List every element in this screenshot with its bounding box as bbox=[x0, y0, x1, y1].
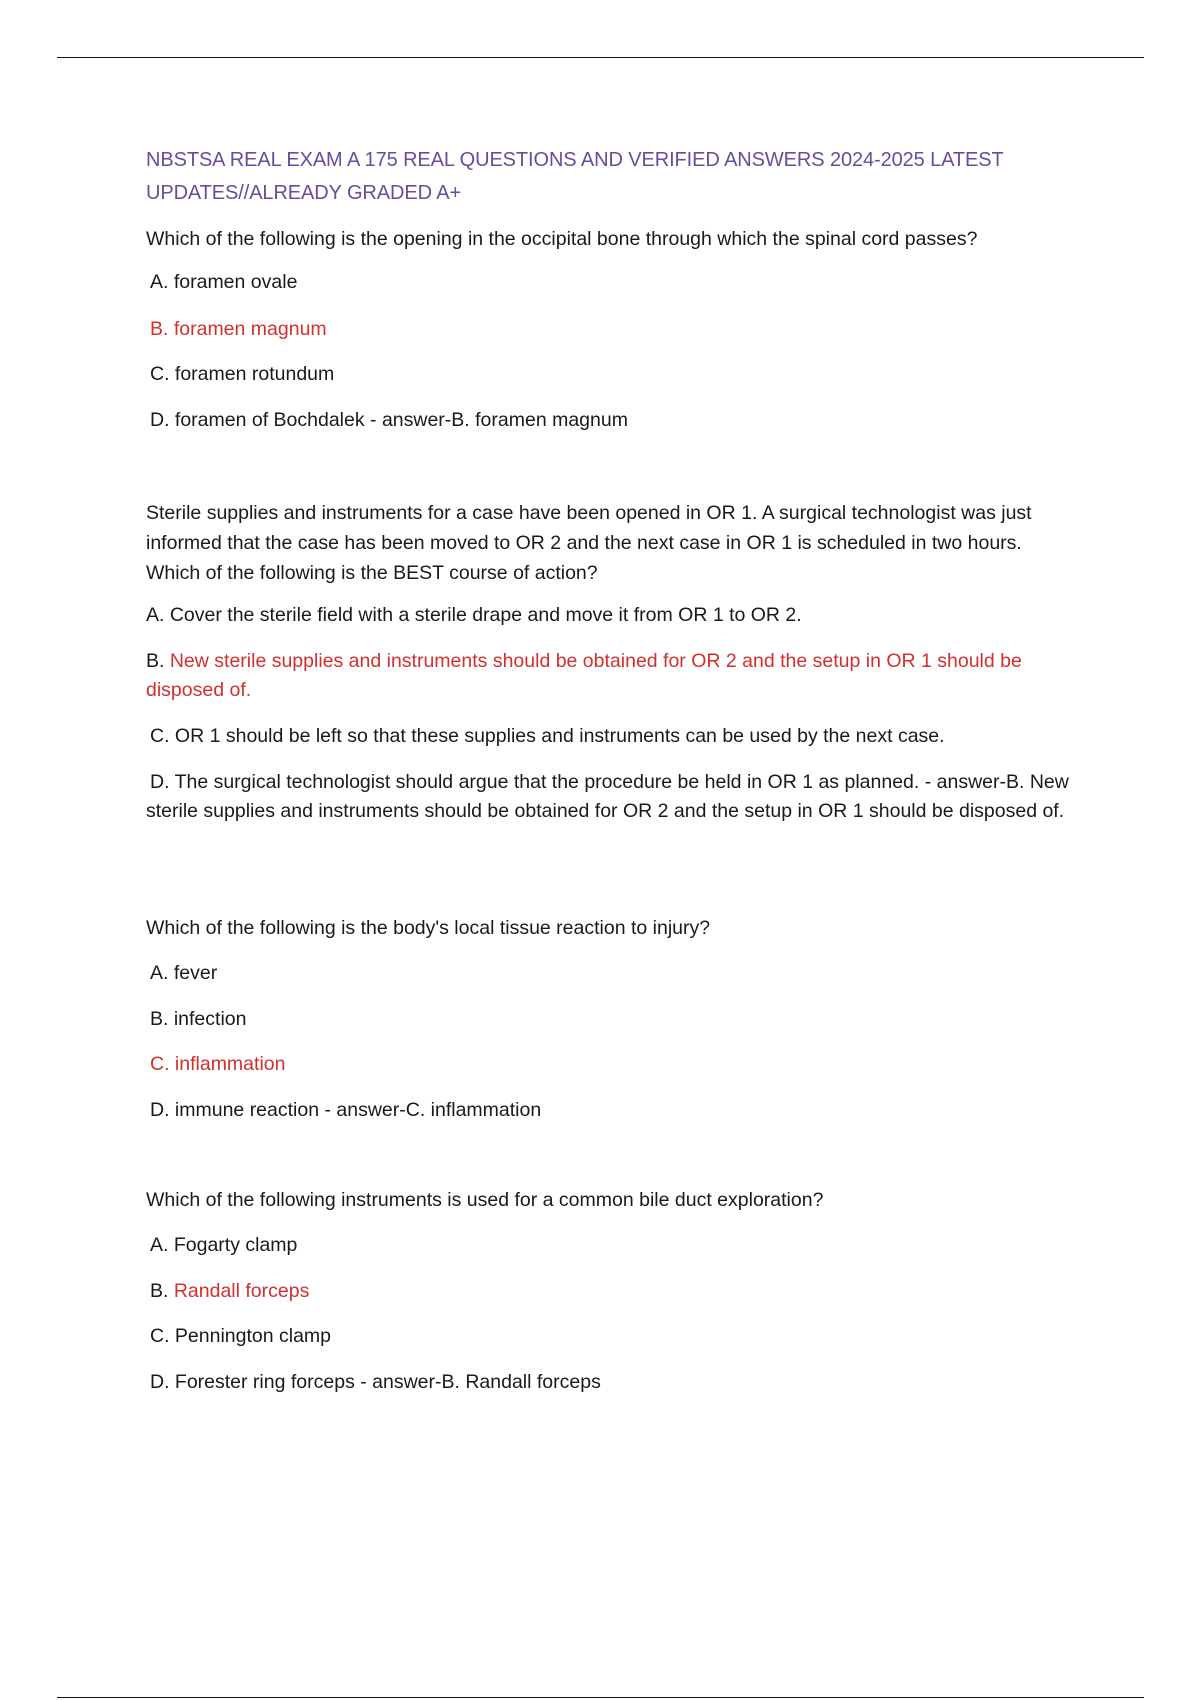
answer-option: B. infection bbox=[150, 1008, 247, 1030]
option-text: New sterile supplies and instruments should be obtained for OR 2 and the setup in OR 1 should be disposed of. bbox=[146, 650, 1022, 701]
answer-option-correct bbox=[150, 1277, 1076, 1306]
option-text: Randall forceps bbox=[173, 1280, 310, 1302]
question-text: Sterile supplies and instruments for a case have been opened in OR 1. A surgical technologist was just informed that the case has been moved to OR 2 and the next case in OR 1 is scheduled in two hours. Which of the following is the BEST course of action? bbox=[146, 502, 1032, 584]
top-rule bbox=[57, 57, 1144, 58]
answer-option: C. OR 1 should be left so that these supplies and instruments can be used by the next case. bbox=[150, 725, 945, 747]
answer-option-with-answer: D. The surgical technologist should argue that the procedure be held in OR 1 as planned. - answer-B. New sterile supplies and instruments should be obtained for OR 2 and the setup in OR 1 should be disposed of. bbox=[146, 771, 1069, 822]
answer-option: A. fever bbox=[150, 962, 218, 984]
answer-option-correct: B. foramen magnum bbox=[150, 318, 327, 340]
option-letter: B. bbox=[146, 650, 170, 672]
answer-option-correct: C. inflammation bbox=[150, 1053, 286, 1075]
answer-option: C. Pennington clamp bbox=[150, 1325, 332, 1347]
answer-option: C. foramen rotundum bbox=[150, 363, 335, 385]
document-title: NBSTSA REAL EXAM A 175 REAL QUESTIONS AND VERIFIED ANSWERS 2024-2025 LATEST UPDATES//ALREADY GRADED A+ bbox=[146, 149, 1004, 204]
question-text: Which of the following instruments is used for a common bile duct exploration? bbox=[146, 1189, 824, 1211]
answer-option: A. foramen ovale bbox=[150, 271, 298, 293]
answer-option-with-answer: D. Forester ring forceps - answer-B. Randall forceps bbox=[150, 1371, 601, 1393]
question-text: Which of the following is the opening in the occipital bone through which the spinal cord passes? bbox=[146, 228, 978, 250]
question-text: Which of the following is the body's local tissue reaction to injury? bbox=[146, 917, 711, 939]
bottom-rule bbox=[57, 1697, 1144, 1698]
answer-option-with-answer: D. foramen of Bochdalek - answer-B. foramen magnum bbox=[150, 409, 628, 431]
option-letter: B. bbox=[150, 1280, 174, 1302]
answer-option-correct bbox=[146, 647, 1072, 705]
answer-option-with-answer: D. immune reaction - answer-C. inflammation bbox=[150, 1099, 542, 1121]
answer-option: A. Fogarty clamp bbox=[150, 1234, 298, 1256]
answer-option: A. Cover the sterile field with a sterile drape and move it from OR 1 to OR 2. bbox=[146, 604, 802, 626]
